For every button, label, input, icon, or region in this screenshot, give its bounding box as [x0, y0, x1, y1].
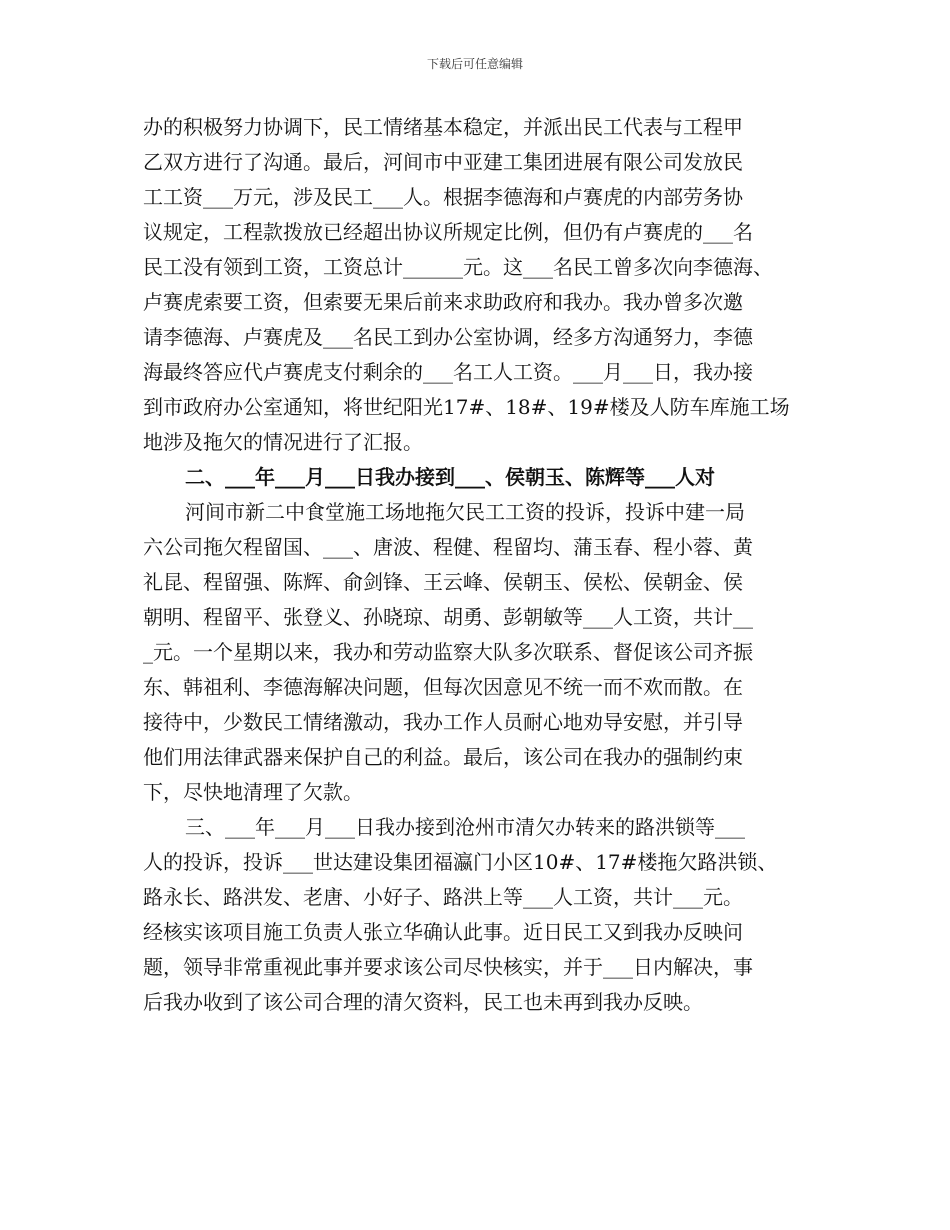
body-line: 乙双方进行了沟通。最后，河间市中亚建工集团进展有限公司发放民 — [143, 150, 743, 174]
body-line: 到市政府办公室通知，将世纪阳光17#、18#、19#楼及人防车库施工场 — [143, 395, 790, 419]
body-line: 路永长、路洪发、老唐、小好子、路洪上等___人工资，共计___元。 — [143, 885, 743, 909]
body-line: 工工资___万元，涉及民工___人。根据李德海和卢赛虎的内部劳务协 — [143, 185, 743, 209]
body-line: 六公司拖欠程留国、___、唐波、程健、程留均、蒲玉春、程小蓉、黄 — [143, 535, 753, 559]
body-line: 议规定，工程款拨放已经超出协议所规定比例，但仍有卢赛虎的___名 — [143, 220, 753, 244]
body-line: 请李德海、卢赛虎及___名民工到办公室协调，经多方沟通努力，李德 — [143, 325, 753, 349]
body-line: 下，尽快地清理了欠款。 — [143, 780, 363, 804]
body-line: 三、___年___月___日我办接到沧州市清欠办转来的路洪锁等___ — [185, 815, 745, 839]
document-body — [143, 110, 813, 1020]
body-line: _元。一个星期以来，我办和劳动监察大队多次联系、督促该公司齐振 — [143, 640, 753, 664]
page-header: 下载后可任意编辑 — [426, 57, 523, 71]
body-line: 礼昆、程留强、陈辉、俞剑锋、王云峰、侯朝玉、侯松、侯朝金、侯 — [143, 570, 743, 594]
body-line: 接待中，少数民工情绪激动，我办工作人员耐心地劝导安慰，并引导 — [143, 710, 743, 734]
body-line: 地涉及拖欠的情况进行了汇报。 — [143, 430, 423, 454]
body-line: 后我办收到了该公司合理的清欠资料，民工也未再到我办反映。 — [143, 990, 703, 1014]
body-line: 卢赛虎索要工资，但索要无果后前来求助政府和我办。我办曾多次邀 — [143, 290, 743, 314]
body-line: 民工没有领到工资，工资总计______元。这___名民工曾多次向李德海、 — [143, 255, 773, 279]
body-line: 河间市新二中食堂施工场地拖欠民工工资的投诉，投诉中建一局 — [185, 500, 745, 524]
body-line: 办的积极努力协调下，民工情绪基本稳定，并派出民工代表与工程甲 — [143, 115, 743, 139]
body-line: 题，领导非常重视此事并要求该公司尽快核实，并于___日内解决，事 — [143, 955, 753, 979]
section-heading: 二、___年___月___日我办接到___、侯朝玉、陈辉等___人对 — [185, 465, 715, 489]
body-line: 朝明、程留平、张登义、孙晓琼、胡勇、彭朝敏等___人工资，共计__ — [143, 605, 753, 629]
body-line: 东、韩祖利、李德海解决问题，但每次因意见不统一而不欢而散。在 — [143, 675, 743, 699]
body-line: 他们用法律武器来保护自己的利益。最后，该公司在我办的强制约束 — [143, 745, 743, 769]
body-line: 人的投诉，投诉___世达建设集团福瀛门小区10#、17#楼拖欠路洪锁、 — [143, 850, 778, 874]
body-line: 经核实该项目施工负责人张立华确认此事。近日民工又到我办反映问 — [143, 920, 743, 944]
body-line: 海最终答应代卢赛虎支付剩余的___名工人工资。___月___日，我办接 — [143, 360, 753, 384]
